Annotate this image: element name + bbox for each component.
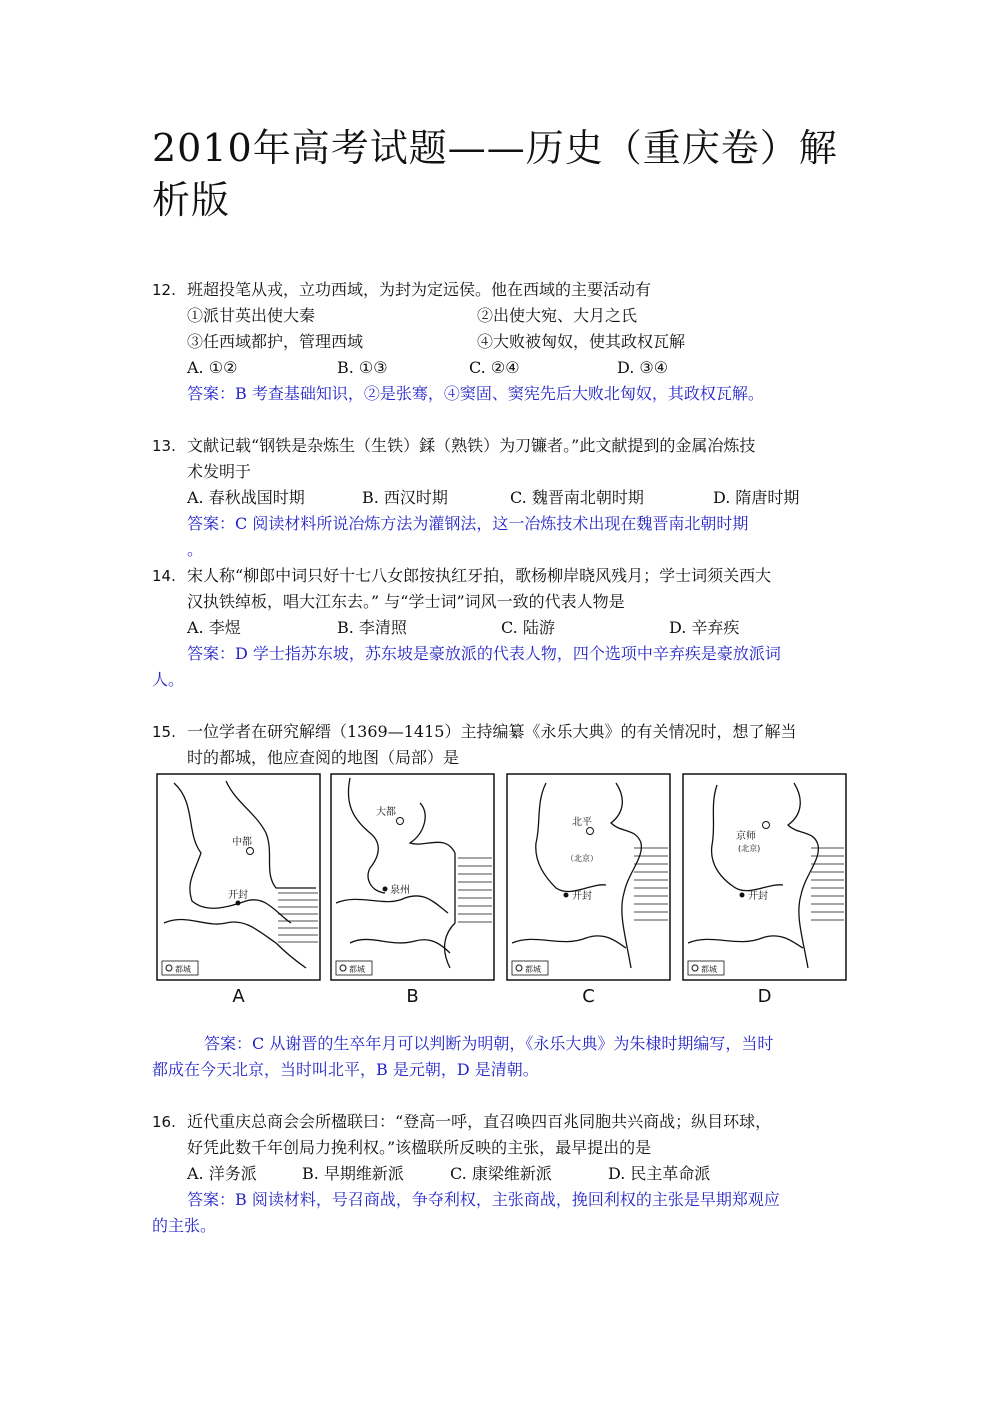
question-number: 12. [152,281,176,299]
question-15 [152,719,852,771]
option-a: A. ①② [187,358,238,377]
option-a: A. 春秋战国时期 [187,488,305,507]
option-b: B. 早期维新派 [302,1164,404,1183]
option-b: B. 西汉时期 [362,488,448,507]
map-d-figure [682,773,847,981]
answer: 答案：B 阅读材料，号召商战，争夺利权，主张商战，挽回利权的主张是早期郑观应 [187,1190,780,1209]
option-a: A. 李煜 [187,618,241,637]
answer-cont: 都成在今天北京，当时叫北平，B 是元朝，D 是清朝。 [152,1060,539,1079]
question-number: 16. [152,1113,176,1131]
map-options [152,773,852,1013]
map-d [682,773,847,1007]
question-number: 15. [152,723,176,741]
legend-label: 都城 [701,965,717,974]
answer-tail: 。 [187,540,204,559]
capital-label: 大都 [376,807,396,818]
map-label: C [582,986,595,1007]
option-d: D. ③④ [617,358,669,377]
city-label: 泉州 [390,885,410,896]
question-stem-cont: 汉执铁绰板，唱大江东去。” 与“学士词”词风一致的代表人物是 [187,592,625,611]
capital-label: 京师 [736,831,756,842]
question-number: 14. [152,567,176,585]
item: ②出使大宛、大月之氏 [477,306,638,325]
legend-label: 都城 [349,965,365,974]
question-16 [152,1109,852,1239]
item: ③任西域都护，管理西域 [187,332,364,351]
option-d: D. 民主革命派 [608,1164,711,1183]
question-stem: 宋人称“柳郎中词只好十七八女郎按执红牙拍，歌杨柳岸晓风残月；学士词须关西大 [187,566,772,585]
map-c [506,773,671,1007]
question-stem: 班超投笔从戎，立功西域，为封为定远侯。他在西域的主要活动有 [187,280,652,299]
answer: 答案：D 学士指苏东坡，苏东坡是豪放派的代表人物，四个选项中辛弃疾是豪放派词 [187,644,781,663]
question-13 [152,433,852,563]
capital-label: 北平 [572,817,592,828]
question-12 [152,277,852,407]
option-c: C. 魏晋南北朝时期 [510,488,644,507]
answer-cont: 的主张。 [152,1216,217,1235]
capital-note: （北京） [566,854,598,863]
option-c: C. ②④ [469,358,520,377]
question-stem: 文献记载“钢铁是杂炼生（生铁）鍒（熟铁）为刀镰者。”此文献提到的金属冶炼技 [187,436,756,455]
option-d: D. 辛弃疾 [669,618,740,637]
capital-note: (北京) [738,844,761,853]
map-label: A [232,986,245,1007]
capital-label: 中都 [232,837,252,848]
legend-label: 都城 [175,965,191,974]
answer: 答案：B 考查基础知识，②是张骞，④窦固、窦宪先后大败北匈奴，其政权瓦解。 [187,384,764,403]
question-14 [152,563,852,693]
city-label: 开封 [748,891,768,902]
question-number: 13. [152,437,176,455]
question-stem: 近代重庆总商会会所楹联曰：“登高一呼，直召唤四百兆同胞共兴商战；纵目环球， [187,1112,772,1131]
city-label: 开封 [572,891,592,902]
item: ①派甘英出使大秦 [187,306,316,325]
question-stem-cont: 术发明于 [187,462,252,481]
question-stem-cont: 好凭此数千年创局力挽利权。”该楹联所反映的主张，最早提出的是 [187,1138,652,1157]
option-b: B. 李清照 [337,618,407,637]
map-c-figure [506,773,671,981]
map-b-figure [330,773,495,981]
page-title: 2010年高考试题——历史（重庆卷）解析版 [152,126,838,222]
option-c: C. 陆游 [501,618,555,637]
map-label: D [757,986,772,1007]
question-15-answer [152,1031,852,1083]
option-a: A. 洋务派 [187,1164,257,1183]
answer: 答案：C 阅读材料所说冶炼方法为灌钢法，这一冶炼技术出现在魏晋南北朝时期 [187,514,749,533]
city-label: 开封 [228,890,248,901]
answer: 答案：C 从谢晋的生卒年月可以判断为明朝，《永乐大典》为朱棣时期编写，当时 [204,1034,774,1053]
question-stem: 一位学者在研究解缙（1369—1415）主持编纂《永乐大典》的有关情况时，想了解当 [187,722,797,741]
question-stem-cont: 时的都城，他应查阅的地图（局部）是 [187,748,460,767]
option-b: B. ①③ [337,358,388,377]
map-a [156,773,321,1007]
item: ④大败被匈奴，使其政权瓦解 [477,332,686,351]
map-b [330,773,495,1007]
option-d: D. 隋唐时期 [713,488,800,507]
map-a-figure [156,773,321,981]
legend-label: 都城 [525,965,541,974]
answer-cont: 人。 [152,670,185,689]
option-c: C. 康梁维新派 [450,1164,552,1183]
map-label: B [406,986,419,1007]
